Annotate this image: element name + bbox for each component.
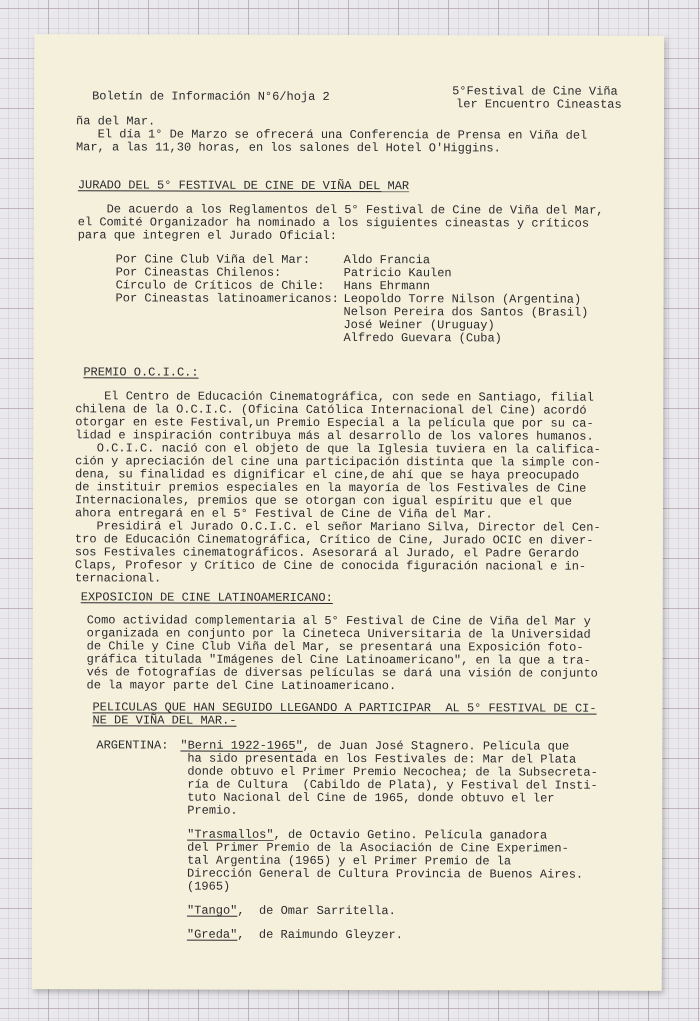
exposicion-line: de Chile y Cine Club Viña del Mar, se presentará una Exposición foto- <box>86 639 584 655</box>
peliculas-heading-line: NE DE VIÑA DEL MAR.- <box>92 713 237 728</box>
ocic-line: ción y apreciación del cine una participación distinta que la simple con- <box>75 454 601 470</box>
film-credit: , de Omar Sarritella. <box>237 903 396 919</box>
festival-title-line-2: ler Encuentro Cineastas <box>456 97 622 112</box>
ocic-line: de instituir premios especiales en la mayoría de los Festivales de Cine <box>75 480 587 496</box>
film-line: tal Argentina (1965) y el Primer Premio de la <box>187 853 512 869</box>
exposicion-line: Como actividad complementaria al 5° Festival de Cine de Viña del Mar y <box>86 613 591 629</box>
film-line: (1965) <box>187 879 231 894</box>
exposicion-line: organizada en conjunto por la Cineteca Universitaria de la Universidad <box>86 626 591 642</box>
film-title: "Tango" <box>186 903 238 918</box>
intro-line: El día 1° De Marzo se ofrecerá una Conferencia de Prensa en Viña del <box>75 127 588 143</box>
jurado-paragraph-line: De acuerdo a los Reglamentos del 5° Festival de Cine de Viña del Mar, <box>77 202 604 218</box>
exposicion-line: de la mayor parte del Cine Latinoamericano. <box>86 678 397 694</box>
peliculas-heading-line: PELICULAS QUE HAN SEGUIDO LLEGANDO A PARTICIPAR AL 5° FESTIVAL DE CI- <box>92 700 597 716</box>
ocic-heading: PREMIO O.C.I.C.: <box>83 365 199 380</box>
exposicion-heading: EXPOSICION DE CINE LATINOAMERICANO: <box>80 590 333 605</box>
jury-name: José Weiner (Uruguay) <box>343 317 495 333</box>
film-first-line <box>187 905 396 918</box>
film-credit: , de Juan José Stagnero. Película que <box>302 738 570 754</box>
film-first-line <box>187 929 403 942</box>
ocic-line: ternacional. <box>74 571 162 586</box>
exposicion-line: gráfica titulada "Imágenes del Cine Latinoamericano", en la que a tra- <box>86 652 591 668</box>
jury-name: Nelson Pereira dos Santos (Brasil) <box>343 304 589 320</box>
ocic-line: sos Festivales cinematográficos. Asesorará al Jurado, el Padre Gerardo <box>74 545 580 561</box>
film-line: del Primer Premio de la Asociación de Cine Experimen- <box>187 840 569 856</box>
ocic-line: Internacionales, premios que se otorgan con igual espíritu que el que <box>75 493 572 509</box>
ocic-line: ahora entregará en el 5° Festival de Cine de Viña del Mar. <box>74 506 493 522</box>
film-line: ha sido presentada en los Festivales de: Mar del Plata <box>187 751 577 767</box>
film-line: donde obtuvo el Primer Premio Necochea; de la Subsecreta- <box>187 764 598 780</box>
document-sheet <box>32 34 664 991</box>
intro-line: Mar, a las 11,30 horas, en los salones del Hotel O'Higgins. <box>75 140 501 156</box>
jury-name: Alfredo Guevara (Cuba) <box>343 330 502 346</box>
ocic-line: Claps, Profesor y Crítico de Cine de conocida figuración nacional e in- <box>74 558 587 574</box>
jurado-paragraph-line: el Comité Organizador ha nominado a los siguientes cineastas y críticos <box>77 215 590 231</box>
ocic-line: otorgar en este Festival,un Premio Especial a la película que por su ca- <box>75 415 594 431</box>
jurado-heading: JURADO DEL 5° FESTIVAL DE CINE DE VIÑA DEL MAR <box>77 178 410 194</box>
ocic-line: lidad e inspiración contribuya más al desarrollo de los valores humanos. <box>75 428 594 444</box>
film-line: tuto Nacional del Cine de 1965, donde obtuvo el ler <box>187 790 555 806</box>
ocic-line: chilena de la O.C.I.C. (Oficina Católica Internacional del Cine) acordó <box>75 402 587 418</box>
ocic-line: O.C.I.C. nació con el objeto de que la Iglesia tuviera en la califica- <box>75 441 601 457</box>
jury-name: Patricio Kaulen <box>343 265 452 281</box>
film-title: "Trasmallos" <box>187 827 274 842</box>
bulletin-reference: Boletín de Información N°6/hoja 2 <box>92 89 330 104</box>
jury-role: Por Cineastas Chilenos: <box>115 265 282 280</box>
jury-role: Por Cine Club Viña del Mar: <box>115 252 311 267</box>
festival-title-line-1: 5°Festival de Cine Viña <box>452 84 618 99</box>
intro-line: ña del Mar. <box>76 114 156 129</box>
ocic-line: Presidirá el Jurado O.C.I.C. el señor Mariano Silva, Director del Cen- <box>74 519 601 535</box>
film-credit: , de Octavio Getino. Película ganadora <box>273 827 548 843</box>
jurado-paragraph-line: para que integren el Jurado Oficial: <box>77 228 337 243</box>
film-title: "Berni 1922-1965" <box>180 738 303 753</box>
jury-role: Círculo de Críticos de Chile: <box>115 278 325 293</box>
jury-role: Por Cineastas latinoamericanos: <box>115 291 339 306</box>
ocic-line: El Centro de Educación Cinematográfica, con sede en Santiago, filial <box>75 389 594 405</box>
film-line: Dirección General de Cultura Provincia de Buenos Aires. <box>187 866 584 882</box>
ocic-line: dena, su finalidad es dignificar el cine,de ahí que se haya preocupado <box>75 467 580 483</box>
jury-name: Leopoldo Torre Nilson (Argentina) <box>343 291 582 307</box>
film-title: "Greda" <box>186 927 238 942</box>
film-line: Premio. <box>187 803 238 818</box>
ocic-line: tro de Educación Cinematográfica, Crítico de Cine, Jurado OCIC en diver- <box>74 532 594 548</box>
film-credit: , de Raimundo Gleyzer. <box>237 927 403 943</box>
exposicion-line: vés de fotografías de diversas películas se dará una visión de conjunto <box>86 665 598 681</box>
film-line: ría de Cultura (Cabildo de Plata), y Festival del Insti- <box>187 777 598 793</box>
jury-name: Aldo Francia <box>343 252 431 268</box>
country-label: ARGENTINA: <box>96 738 169 753</box>
jury-name: Hans Ehrmann <box>343 278 431 294</box>
